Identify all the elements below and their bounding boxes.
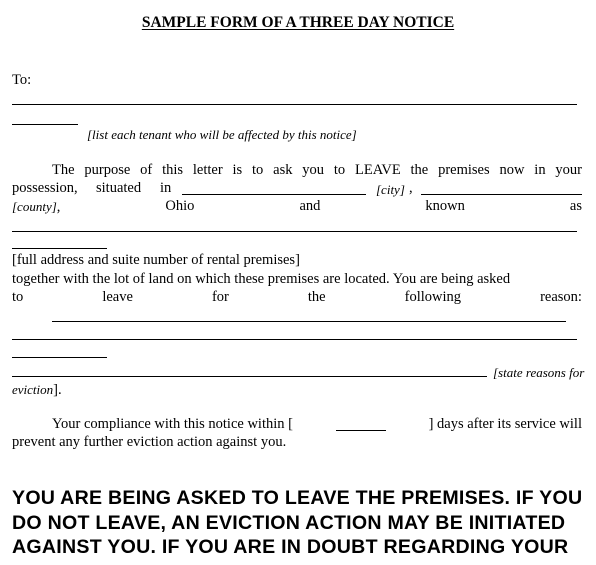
reason-line-2[interactable]: [12, 339, 577, 340]
compliance-line-1: [52, 416, 582, 433]
compliance-text-b: ] days after its service will: [428, 416, 582, 432]
city-blank[interactable]: [182, 194, 366, 195]
reason-word: reason:: [540, 289, 582, 305]
state-reasons-hint: [state reasons for: [493, 365, 585, 380]
together-line: together with the lot of land on which these premises are located. You are being asked: [12, 271, 511, 287]
warning-line-2: DO NOT LEAVE, AN EVICTION ACTION MAY BE INITIATED: [12, 512, 566, 534]
reason-line-1[interactable]: [52, 321, 566, 322]
document-title: SAMPLE FORM OF A THREE DAY NOTICE: [141, 14, 455, 31]
and-word: and: [299, 198, 321, 214]
the-word: the: [307, 289, 326, 305]
eviction-hint: eviction: [12, 382, 54, 397]
for-word: for: [211, 289, 229, 305]
to-word: to: [12, 289, 24, 305]
compliance-text-a: Your compliance with this notice within [: [52, 416, 293, 432]
tenant-line-1[interactable]: [12, 104, 577, 105]
days-blank[interactable]: [336, 416, 386, 431]
following-word: following: [404, 289, 462, 305]
eviction-hint-row: [12, 381, 62, 399]
warning-line-1: YOU ARE BEING ASKED TO LEAVE THE PREMISES. IF YOU: [12, 487, 583, 509]
in-word: in: [160, 180, 172, 196]
city-hint: [city]: [376, 182, 405, 197]
eviction-close: ].: [53, 382, 62, 398]
ohio-word: Ohio: [165, 198, 195, 214]
address-line-2[interactable]: [12, 248, 107, 249]
county-hint: [county]: [12, 199, 57, 214]
address-hint: [full address and suite number of rental premises]: [12, 252, 300, 268]
leave-word: leave: [102, 289, 133, 305]
purpose-line-1-text: The purpose of this letter is to ask you to LEAVE the premises now in your: [52, 162, 582, 178]
county-blank[interactable]: [421, 194, 582, 195]
city-comma: ,: [409, 180, 413, 196]
tenant-hint: [list each tenant who will be affected by this notice]: [87, 127, 357, 142]
leave-row: [12, 289, 582, 306]
known-word: known: [425, 198, 465, 214]
warning-line-3: AGAINST YOU. IF YOU ARE IN DOUBT REGARDING YOUR: [12, 536, 569, 558]
compliance-line-2: prevent any further eviction action against you.: [12, 434, 287, 450]
county-row: [county], Ohio and known as: [12, 198, 582, 215]
address-line-1[interactable]: [12, 231, 577, 232]
situated-word: situated: [96, 180, 142, 196]
to-label: To:: [12, 72, 32, 88]
as-word: as: [569, 198, 582, 214]
reason-line-3[interactable]: [12, 357, 107, 358]
tenant-line-2[interactable]: [12, 124, 78, 125]
reason-line-4[interactable]: [12, 376, 487, 377]
possession-word: possession,: [12, 180, 78, 196]
purpose-line-1: [52, 162, 582, 179]
